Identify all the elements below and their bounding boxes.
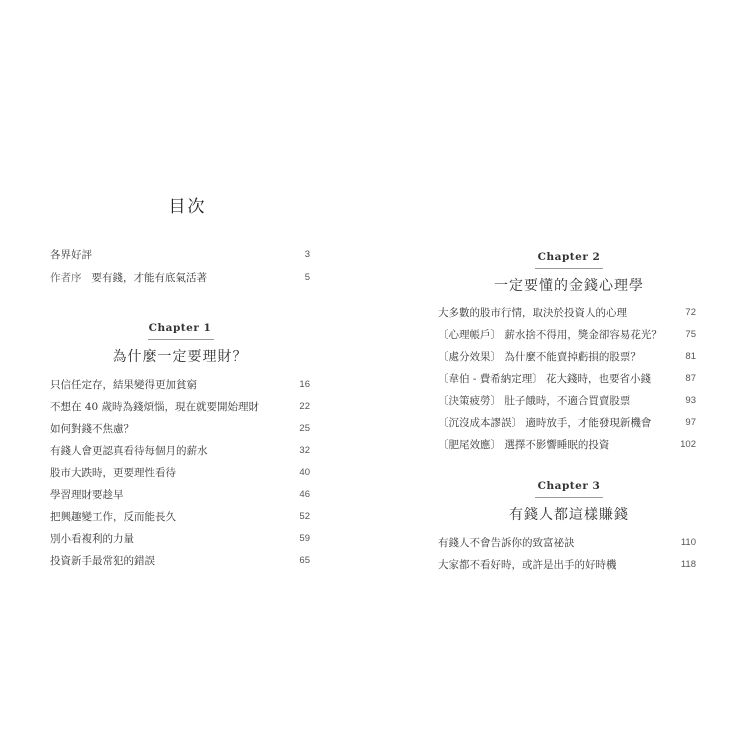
toc-page-number: 16 (299, 379, 310, 390)
toc-page-number: 59 (299, 533, 310, 544)
toc-entry: 不想在 40 歲時為錢煩惱，現在就要開始理財 (50, 401, 260, 413)
toc-page-number: 118 (680, 559, 696, 570)
toc-page-number: 65 (299, 555, 310, 566)
toc-page-number: 40 (299, 467, 310, 478)
toc-page-number: 46 (299, 489, 310, 500)
toc-entry: 〔沉沒成本謬誤〕 適時放手，才能發現新機會 (438, 417, 652, 429)
toc-entry: 〔心理帳戶〕 薪水捨不得用，獎金卻容易花光？ (438, 329, 662, 341)
toc-entry: 如何對錢不焦慮？ (50, 423, 134, 435)
toc-page-number: 87 (685, 373, 696, 384)
toc-entry: 〔決策疲勞〕 肚子餓時，不適合買賣股票 (438, 395, 631, 407)
toc-entry-preface (50, 271, 207, 285)
toc-entry: 學習理財要趁早 (50, 489, 124, 501)
chapter-1-title: 為什麼一定要理財？ (112, 349, 248, 365)
toc-entry-prefix: 作者序 (50, 272, 82, 284)
toc-entry: 有錢人會更認真看待每個月的薪水 (50, 445, 208, 457)
toc-entry: 投資新手最常犯的錯誤 (50, 555, 155, 567)
chapter-3-label: Chapter 3 (537, 480, 601, 492)
toc-page-number: 110 (680, 537, 696, 548)
toc-entry: 股市大跌時，更要理性看待 (50, 467, 176, 479)
toc-page-number: 75 (685, 329, 696, 340)
toc-title: 目次 (168, 197, 207, 217)
toc-entry: 把興趣變工作，反而能長久 (50, 511, 176, 523)
toc-entry: 大多數的股市行情，取決於投資人的心理 (438, 307, 627, 319)
chapter-2-rule (535, 268, 603, 269)
toc-page-number: 5 (304, 272, 310, 283)
toc-entry: 〔韋伯 - 費希納定理〕 花大錢時，也要省小錢 (438, 373, 652, 385)
toc-page-number: 97 (685, 417, 696, 428)
toc-page-number: 25 (299, 423, 310, 434)
chapter-1-label: Chapter 1 (148, 322, 212, 334)
chapter-1-rule (148, 339, 214, 340)
toc-page-number: 102 (680, 439, 696, 450)
toc-entry: 〔肥尾效應〕 選擇不影響睡眠的投資 (438, 439, 610, 451)
toc-entry: 有錢人不會告訴你的致富祕訣 (438, 537, 575, 549)
toc-entry: 大家都不看好時，或許是出手的好時機 (438, 559, 617, 571)
toc-entry: 別小看複利的力量 (50, 533, 134, 545)
toc-page-number: 3 (304, 249, 310, 260)
toc-entry-label: 各界好評 (50, 249, 92, 261)
chapter-3-rule (535, 497, 603, 498)
toc-entry-label: 要有錢，才能有底氣活著 (91, 272, 207, 284)
toc-entry-reviews (50, 248, 92, 262)
toc-page-number: 22 (299, 401, 310, 412)
toc-page-number: 81 (685, 351, 696, 362)
chapter-2-title: 一定要懂的金錢心理學 (494, 278, 644, 294)
chapter-3-title: 有錢人都這樣賺錢 (509, 507, 629, 523)
toc-entry: 只信任定存，結果變得更加貧窮 (50, 379, 197, 391)
toc-page-number: 72 (685, 307, 696, 318)
chapter-2-label: Chapter 2 (537, 251, 601, 263)
toc-entry: 〔處分效果〕 為什麼不能賣掉虧損的股票？ (438, 351, 641, 363)
right-page (375, 0, 750, 750)
toc-page-number: 32 (299, 445, 310, 456)
toc-page-number: 93 (685, 395, 696, 406)
toc-page-number: 52 (299, 511, 310, 522)
